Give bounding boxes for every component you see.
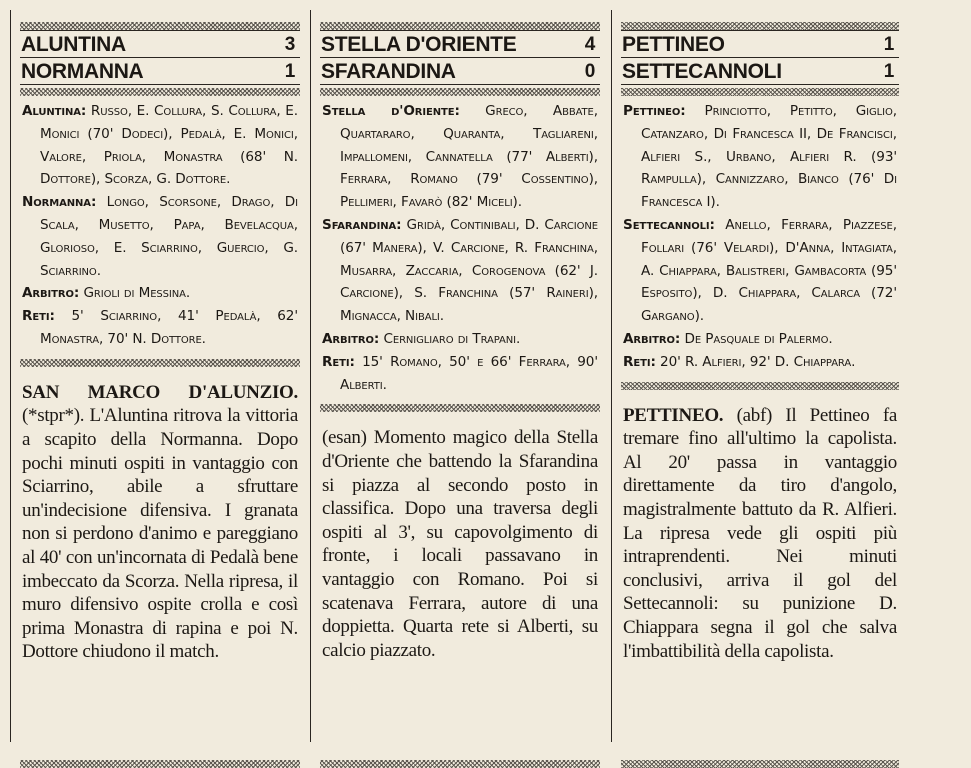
article-aluntina-normanna [20, 0, 300, 664]
away-lineup-label: Normanna: [22, 194, 97, 211]
goals [322, 351, 598, 397]
away-lineup-text: Gridà, Continibali, D. Carcione (67' Manera), V. Carcione, R. Franchina, Musarra, Zaccaria, Corogenova (62' J. Carcione), S. Franchina (57' Raineri), Mignacca, Nibali. [340, 216, 598, 325]
away-lineup-label: Sfarandina: [322, 216, 402, 233]
home-team-row [320, 31, 600, 58]
lineups [621, 96, 899, 380]
hatch-rule [320, 22, 600, 30]
home-team-row [20, 31, 300, 58]
hatch-rule [320, 88, 600, 96]
home-lineup-label: Stella d'Oriente: [322, 103, 460, 119]
lineups [320, 96, 600, 402]
match-report [320, 412, 600, 662]
hatch-rule [621, 382, 899, 390]
referee-text: Cernigliaro di Trapani. [383, 330, 521, 347]
away-team-score: 1 [883, 61, 894, 82]
goals-text: 5' Sciarrino, 41' Pedalà, 62' Monastra, 70' N. Dottore. [40, 308, 298, 347]
lineups [20, 96, 300, 357]
away-lineup-text: Longo, Scorsone, Drago, Di Scala, Musetto, Papa, Bevelacqua, Glorioso, E. Sciarrino, Guercio, G. Sciarrino. [40, 194, 298, 279]
hatch-rule [621, 760, 899, 768]
goals-label: Reti: [623, 353, 656, 370]
referee-label: Arbitro: [623, 330, 681, 347]
referee-label: Arbitro: [322, 330, 380, 347]
goals-text: 20' R. Alfieri, 92' D. Chiappara. [660, 353, 856, 370]
away-lineup [623, 214, 897, 328]
home-lineup-text: Russo, E. Collura, S. Collura, E. Monici (70' Dodeci), Pedalà, E. Monici, Valore, Priola, Monastra (68' N. Dottore), Scorza, G. Dottore. [40, 103, 298, 188]
column-divider [310, 10, 311, 742]
goals-label: Reti: [22, 308, 55, 325]
referee [22, 282, 298, 305]
report-body: (esan) Momento magico della Stella d'Oriente che battendo la Sfarandina si piazza al secondo posto in classifica. Dopo una traversa degli ospiti al 3', su capovolgimento di fronte, i locali passavano in vantaggio con Romano. Poi si scatenava Ferrara, autore di una doppietta. Quarta rete si Alberti, su calcio piazzato. [322, 427, 598, 661]
home-lineup [623, 100, 897, 214]
home-lineup [22, 100, 298, 191]
away-team-row [621, 58, 899, 85]
away-team-name: NORMANNA [21, 60, 144, 83]
home-team-name: STELLA D'ORIENTE [321, 33, 517, 56]
goals-text: 15' Romano, 50' e 66' Ferrara, 90' Alberti. [340, 353, 598, 393]
scoreboard [320, 30, 600, 85]
report-dateline: PETTINEO. [623, 404, 724, 426]
article-stella-sfarandina [320, 0, 600, 662]
hatch-rule [320, 404, 600, 412]
away-team-score: 1 [284, 61, 295, 82]
away-lineup [322, 214, 598, 328]
hatch-rule [320, 760, 600, 768]
away-team-row [20, 58, 300, 85]
referee-label: Arbitro: [22, 285, 80, 302]
referee [623, 328, 897, 351]
away-team-name: SFARANDINA [321, 60, 456, 83]
away-team-name: SETTECANNOLI [622, 60, 782, 83]
home-team-score: 4 [584, 34, 595, 55]
hatch-rule [20, 22, 300, 30]
away-lineup-text: Anello, Ferrara, Piazzese, Follari (76' Velardi), D'Anna, Intagiata, A. Chiappara, Balistreri, Gambacorta (95' Esposito), D. Chiappara, Calarca (72' Gargano). [641, 216, 897, 325]
hatch-rule [621, 22, 899, 30]
home-lineup-label: Pettineo: [623, 103, 686, 119]
referee [322, 328, 598, 351]
report-body: (*stpr*). L'Aluntina ritrova la vittoria a scapito della Normanna. Dopo pochi minuti ospiti in vantaggio con Sciarrino, abile a sfruttare un'indecisione difensiva. I granata non si perdono d'animo e pareggiano al 40' con un'incornata di Pedalà bene imbeccato da Scorza. Nella ripresa, il muro difensivo ospite crolla e così prima Monastra di rapina e poi N. Dottore chiudono il match. [22, 405, 298, 663]
hatch-rule [621, 88, 899, 96]
away-lineup [22, 191, 298, 282]
match-report [20, 367, 300, 664]
home-team-score: 1 [883, 34, 894, 55]
goals [22, 305, 298, 351]
away-team-row [320, 58, 600, 85]
referee-text: De Pasquale di Palermo. [684, 330, 833, 347]
column-divider [611, 10, 612, 742]
column-divider [10, 10, 11, 742]
scoreboard [20, 30, 300, 85]
match-report [621, 390, 899, 664]
goals [623, 351, 897, 374]
hatch-rule [20, 88, 300, 96]
away-lineup-label: Settecannoli: [623, 216, 715, 233]
home-lineup-label: Aluntina: [22, 103, 87, 119]
referee-text: Grioli di Messina. [83, 285, 191, 302]
home-team-score: 3 [284, 34, 295, 55]
goals-label: Reti: [322, 353, 355, 370]
report-dateline: SAN MARCO D'ALUNZIO. [22, 381, 298, 403]
article-pettineo-settecannoli [621, 0, 899, 663]
home-lineup [322, 100, 598, 214]
hatch-rule [20, 760, 300, 768]
scoreboard [621, 30, 899, 85]
home-team-row [621, 31, 899, 58]
home-team-name: ALUNTINA [21, 33, 126, 56]
away-team-score: 0 [584, 61, 595, 82]
hatch-rule [20, 359, 300, 367]
home-lineup-text: Princiotto, Petitto, Giglio, Catanzaro, Di Francesca II, De Francisci, Alfieri S., Urbano, Alfieri R. (93' Rampulla), Cannizzaro, Bianco (76' Di Francesca I). [641, 103, 897, 211]
report-body: (abf) Il Pettineo fa tremare fino all'ultimo la capolista. Al 20' passa in vantaggio direttamente da tiro d'angolo, magistralmente battuto da R. Alfieri. La ripresa vede gli ospiti più intraprendenti. Nei minuti conclusivi, arriva il gol del Settecannoli: su punizione D. Chiappara segna il gol che salva l'imbattibilità della capolista. [623, 404, 897, 662]
home-team-name: PETTINEO [622, 33, 725, 56]
home-lineup-text: Greco, Abbate, Quartararo, Quaranta, Tagliareni, Impallomeni, Cannatella (77' Alberti), Ferrara, Romano (79' Cossentino), Pellimeri, Favarò (82' Miceli). [340, 103, 598, 211]
